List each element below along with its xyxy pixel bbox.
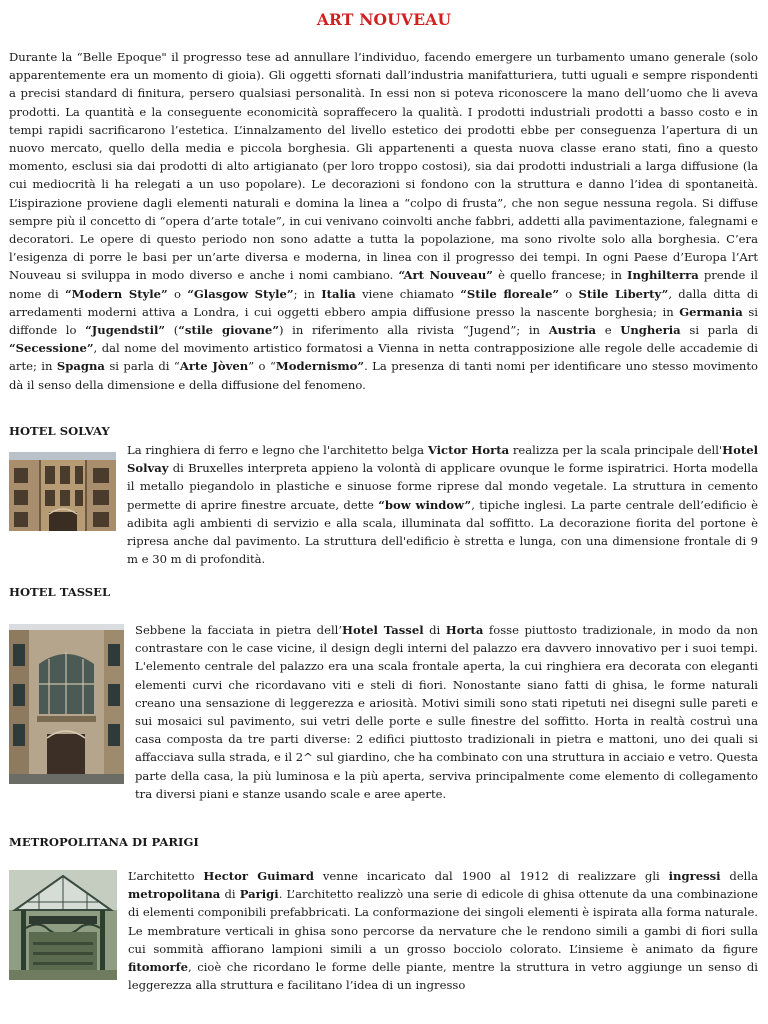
text-run: venne incaricato dal 1900 al 1912 di realizzare gli — [313, 869, 669, 883]
text-run: si parla di — [680, 323, 758, 338]
bold-text-run: Stile Liberty” — [578, 286, 669, 301]
bold-text-run: “Glasgow Style” — [187, 286, 294, 301]
bold-text-run: Hotel Solvay — [127, 443, 758, 476]
bold-text-run: Germania — [679, 304, 743, 319]
bold-text-run: “Secessione” — [9, 341, 94, 356]
intro-paragraph — [9, 48, 758, 394]
bold-text-run: fitomorfe — [128, 960, 188, 975]
text-run: o — [167, 286, 188, 301]
page-title: ART NOUVEAU — [316, 10, 452, 29]
text-run: ; in — [293, 286, 322, 301]
metropolitana-paragraph — [128, 867, 758, 994]
text-run: di — [220, 887, 240, 902]
bold-text-run: Hotel Tassel — [342, 623, 424, 637]
bold-text-run: Parigi — [239, 887, 279, 902]
text-run: o — [559, 286, 579, 301]
text-run: di Bruxelles interpreta appieno la volontà di applicare ovunque le forme ispiratrici. Horta modella il metallo piegandolo in plastiche e sinuose forme riprese dal mondo vegetale. La struttura in cemento permette di aprire finestre arcuate, dette — [127, 461, 758, 512]
bold-text-run: Inghilterra — [627, 268, 699, 283]
text-run: , dal nome del movimento artistico formatosi a Vienna in netta contrapposizione alle regole delle accademie di arte; in — [9, 341, 758, 374]
bold-text-run: Hector Guimard — [203, 869, 314, 883]
text-run: , cioè che ricordano le forme delle piante, mentre la struttura in vetro aggiunge un senso di leggerezza alla struttura e facilitano l’idea di un ingresso — [128, 960, 758, 993]
bold-text-run: “Stile floreale” — [460, 286, 559, 301]
bold-text-run: ingressi — [668, 869, 721, 883]
bold-text-run: Victor Horta — [427, 443, 510, 457]
section-heading-metropolitana: METROPOLITANA DI PARIGI — [9, 835, 199, 849]
bold-text-run: “bow window” — [378, 497, 472, 512]
text-run: realizza per la scala principale dell' — [509, 443, 723, 457]
section-heading-hotel-tassel: HOTEL TASSEL — [9, 585, 111, 599]
text-run: ” o “ — [248, 359, 276, 374]
text-run: prende il nome di — [9, 268, 758, 301]
text-run: . La presenza di tanti nomi per identificare uno stesso movimento dà il senso della dimensione e della diffusione del fenomeno. — [9, 359, 758, 392]
text-run: fosse piuttosto tradizionale, in modo da non contrastare con le case vicine, il design degli interni del palazzo era davvero innovativo per i suoi tempi. L'elemento centrale del palazzo era una scala frontale aperta, la cui ringhiera era decorata con eleganti elementi curvi che ricordavano viti e steli di fiori. Nonostante siano fatti di ghisa, le forme naturali creano una sensazione di leggerezza e ariosità. Motivi simili sono stati ripetuti nei disegni sulle pareti e sui mosaici sul pavimento, sui vetri delle porte e sulle finestre del soffitto. Horta in realtà costruì una casa composta da tre parti diverse: 2 edifici piuttosto tradizionali in pietra e mattoni, uno dei quali si affacciava sulla strada, e il 2^ sul giardino, che ha combinato con una struttura in acciaio e vetro. Questa parte della casa, la più luminosa e la più aperta, serviva principalmente come elemento di collegamento tra diversi piani e stanze usando scale e aree aperte. — [135, 623, 758, 801]
hotel-solvay-paragraph — [127, 441, 758, 568]
bold-text-run: metropolitana — [128, 887, 221, 902]
text-run: viene chiamato — [355, 286, 461, 301]
bold-text-run: “Art Nouveau” — [398, 268, 493, 283]
hotel-solvay-photo — [9, 452, 116, 531]
bold-text-run: Spagna — [56, 359, 105, 374]
text-run: si diffonde lo — [9, 304, 758, 338]
text-run: si parla di “ — [104, 359, 180, 374]
bold-text-run: “stile giovane” — [178, 323, 279, 338]
bold-text-run: Arte Jòven — [179, 359, 249, 374]
text-run: è quello francese; in — [492, 268, 628, 283]
text-run: Sebbene la facciata in pietra dell’ — [135, 623, 343, 637]
bold-text-run: Horta — [445, 623, 484, 637]
paris-metro-entrance-photo — [9, 870, 117, 980]
text-run: . L’architetto realizzò una serie di edicole di ghisa ottenute da una combinazione di elementi componibili prefabbricati. La conformazione dei singoli elementi è ispirata alla forma naturale. Le membrature verticali in ghisa sono percorse da nervature che le rendono simili a gambi di fiori sulla cui sommità affiorano lampioni simili a un grosso bocciolo colorato. L’insieme è animato da figure — [128, 887, 758, 956]
text-run: e — [596, 323, 621, 338]
text-run: L’architetto — [128, 869, 204, 883]
bold-text-run: “Modern Style” — [64, 286, 168, 301]
text-run: Durante la “Belle Epoque" il progresso tese ad annullare l’individuo, facendo emergere un turbamento umano generale (solo apparentemente era un momento di gioia). Gli oggetti sfornati dall’industria manifatturiera, tutti uguali e sempre rispondenti a precisi standard di finitura, persero qualsiasi personalità. In essi non si poteva riconoscere la mano dell’uomo che li aveva prodotti. La quantità e la conseguente economicità sopraffecero la qualità. I prodotti industriali prodotti a basso costo e in tempi rapidi sacrificarono l’estetica. L’innalzamento del livello estetico dei prodotti ebbe per conseguenza l’apertura di un nuovo mercato, quello della media e piccola borghesia. Gli appartenenti a questa nuova classe erano stati, fino a questo momento, esclusi sia dai prodotti di alto artigianato (per loro troppo costosi), sia dai prodotti industriali a larga diffusione (la cui mediocrità li ha relegati a un uso popolare). Le decorazioni si fondono con la struttura e danno l’idea di spontaneità. L’ispirazione proviene dagli elementi naturali e domina la linea a “colpo di frusta”, che non segue nessuna regola. Si diffuse sempre più il concetto di “opera d’arte totale”, in cui venivano coinvolti anche fabbri, addetti alla pavimentazione, falegnami e decoratori. Le opere di questo periodo non sono adatte a tutta la popolazione, ma sono rivolte solo alla borghesia. C’era l’esigenza di porre le basi per un’arte diversa e moderna, in linea con il progresso dei tempi. In ogni Paese d’Europa l’Art Nouveau si sviluppa in modo diverso e anche i nomi cambiano. — [9, 50, 758, 283]
text-run: ) in riferimento alla rivista “Jugend”; in — [278, 323, 549, 338]
bold-text-run: Italia — [321, 286, 356, 301]
bold-text-run: “Jugendstil” — [85, 323, 166, 338]
hotel-tassel-photo — [9, 624, 124, 784]
text-run: di — [423, 623, 446, 637]
bold-text-run: Ungheria — [620, 323, 681, 338]
bold-text-run: Modernismo” — [275, 359, 365, 374]
text-run: della — [720, 869, 759, 883]
text-run: , dalla ditta di arredamenti moderni attiva a Londra, i cui oggetti ebbero ampia diffusione presso la nascente borghesia; in — [9, 286, 758, 319]
text-run: La ringhiera di ferro e legno che l'architetto belga — [127, 443, 428, 457]
text-run: ( — [165, 323, 179, 338]
bold-text-run: Austria — [548, 323, 597, 338]
section-heading-hotel-solvay: HOTEL SOLVAY — [9, 424, 110, 438]
hotel-tassel-paragraph — [135, 621, 758, 803]
text-run: , tipiche inglesi. La parte centrale dell’edificio è adibita agli ambienti di servizio e alla scala, illuminata dal soffitto. La decorazione fiorita del portone è ripresa anche dal pavimento. La struttura dell'edificio è stretta e lunga, con una dimensione frontale di 9 m e 30 m di profondità. — [127, 497, 758, 567]
